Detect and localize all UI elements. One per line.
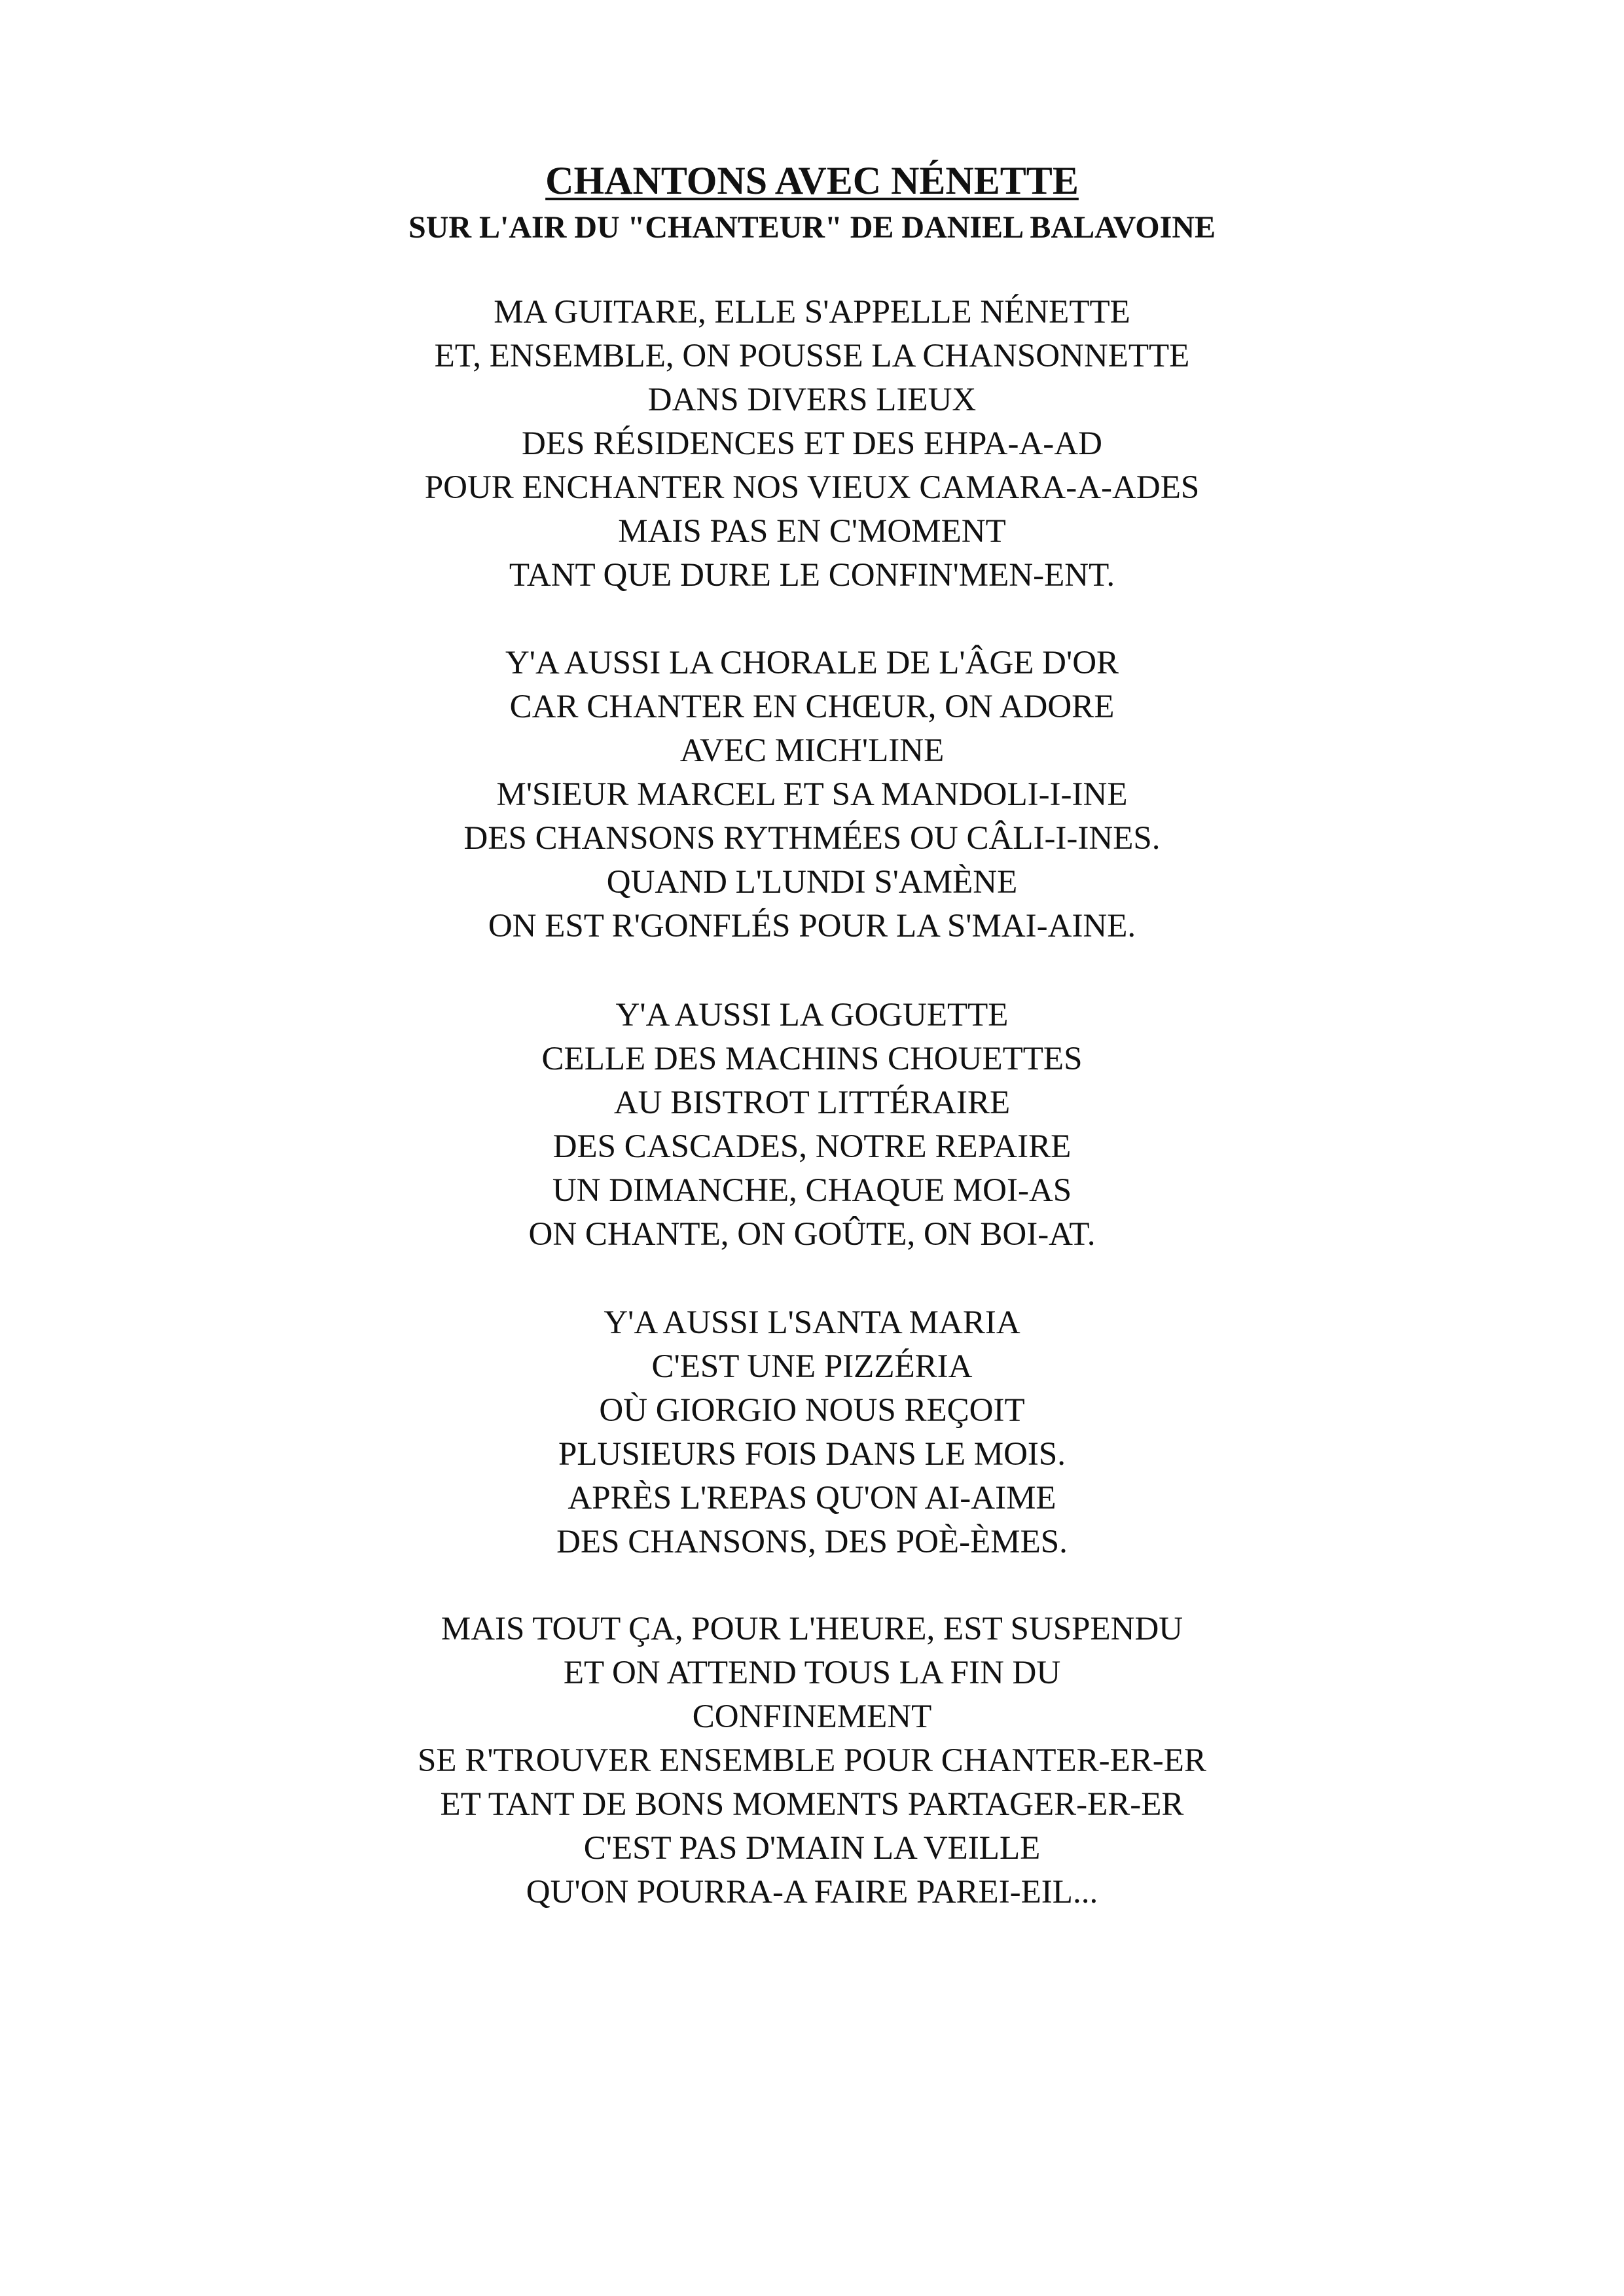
lyric-line: POUR ENCHANTER NOS VIEUX CAMARA-A-ADES [424, 469, 1200, 506]
lyric-line: OÙ GIORGIO NOUS REÇOIT [599, 1392, 1025, 1429]
lyric-line: QUAND L'LUNDI S'AMÈNE [606, 864, 1018, 901]
lyric-line: DANS DIVERS LIEUX [647, 382, 977, 418]
lyric-line: MA GUITARE, ELLE S'APPELLE NÉNETTE [494, 294, 1130, 331]
lyric-line: Y'A AUSSI L'SANTA MARIA [604, 1304, 1020, 1341]
song-subtitle: SUR L'AIR DU "CHANTEUR" DE DANIEL BALAVOINE [408, 210, 1216, 245]
stanza-4 [0, 1301, 1624, 1564]
stanza-1 [0, 291, 1624, 598]
lyric-line: DES CHANSONS RYTHMÉES OU CÂLI-I-INES. [463, 820, 1161, 857]
lyric-line: QU'ON POURRA-A FAIRE PAREI-EIL... [526, 1874, 1098, 1910]
lyric-line: APRÈS L'REPAS QU'ON AI-AIME [568, 1480, 1056, 1516]
lyric-line: CONFINEMENT [692, 1698, 932, 1735]
lyric-line: ET ON ATTEND TOUS LA FIN DU [563, 1655, 1061, 1691]
lyric-line: MAIS TOUT ÇA, POUR L'HEURE, EST SUSPENDU [441, 1611, 1183, 1647]
lyric-line: M'SIEUR MARCEL ET SA MANDOLI-I-INE [496, 776, 1128, 813]
stanza-3 [0, 994, 1624, 1257]
lyric-line: DES CASCADES, NOTRE REPAIRE [552, 1128, 1072, 1165]
lyric-line: C'EST PAS D'MAIN LA VEILLE [583, 1830, 1041, 1867]
lyric-line: CELLE DES MACHINS CHOUETTES [541, 1041, 1083, 1077]
song-title: CHANTONS AVEC NÉNETTE [545, 159, 1079, 202]
lyric-line: MAIS PAS EN C'MOMENT [618, 513, 1006, 550]
lyric-line: SE R'TROUVER ENSEMBLE POUR CHANTER-ER-ER [418, 1742, 1206, 1779]
lyric-line: ON CHANTE, ON GOÛTE, ON BOI-AT. [528, 1216, 1096, 1253]
lyric-line: C'EST UNE PIZZÉRIA [651, 1348, 973, 1385]
lyric-line: UN DIMANCHE, CHAQUE MOI-AS [552, 1172, 1072, 1209]
lyric-line: PLUSIEURS FOIS DANS LE MOIS. [558, 1436, 1066, 1473]
stanza-5 [0, 1607, 1624, 1914]
lyric-line: ET, ENSEMBLE, ON POUSSE LA CHANSONNETTE [434, 338, 1190, 374]
lyric-line: ET TANT DE BONS MOMENTS PARTAGER-ER-ER [440, 1786, 1184, 1823]
lyric-line: Y'A AUSSI LA GOGUETTE [615, 997, 1009, 1033]
lyric-line: Y'A AUSSI LA CHORALE DE L'ÂGE D'OR [505, 645, 1119, 681]
lyric-line: AVEC MICH'LINE [679, 732, 945, 769]
lyric-line: TANT QUE DURE LE CONFIN'MEN-ENT. [509, 557, 1115, 594]
stanza-2 [0, 641, 1624, 948]
lyric-line: AU BISTROT LITTÉRAIRE [613, 1085, 1011, 1121]
lyric-line: DES CHANSONS, DES POÈ-ÈMES. [556, 1524, 1068, 1560]
lyric-line: CAR CHANTER EN CHŒUR, ON ADORE [509, 689, 1115, 725]
lyric-line: ON EST R'GONFLÉS POUR LA S'MAI-AINE. [488, 908, 1136, 944]
lyric-line: DES RÉSIDENCES ET DES EHPA-A-AD [522, 425, 1102, 462]
